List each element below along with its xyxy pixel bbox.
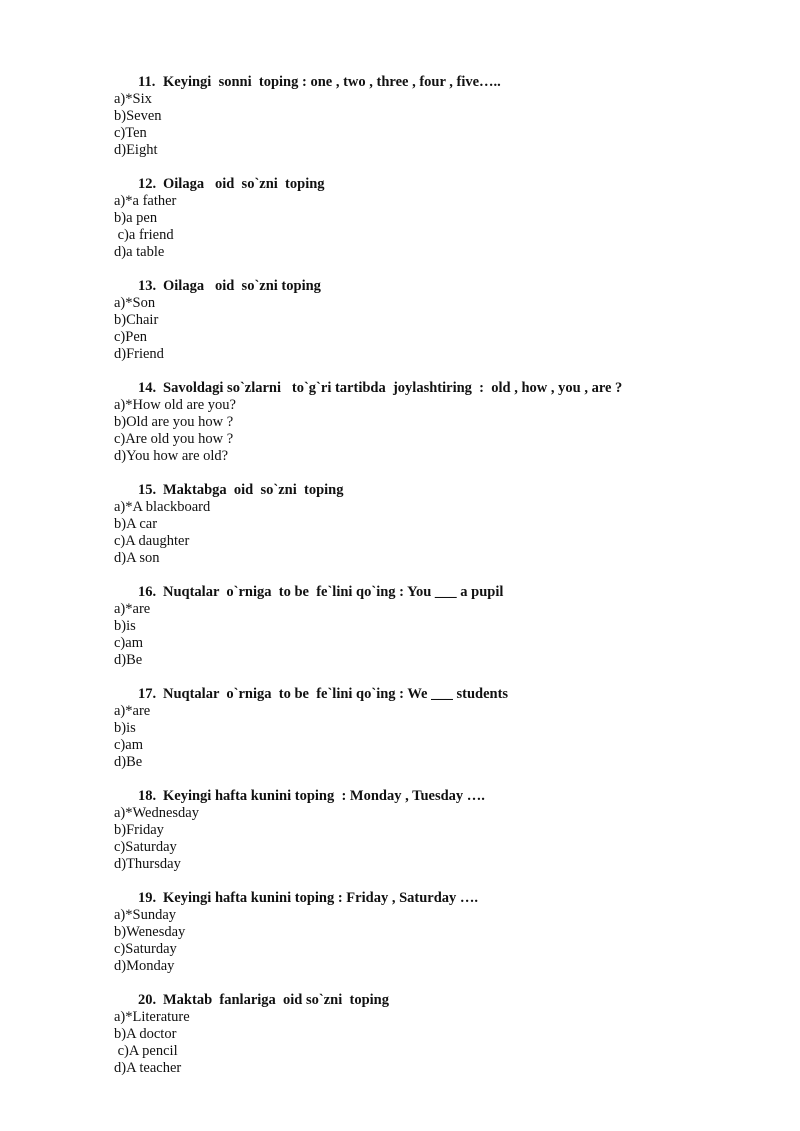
question-title xyxy=(114,788,754,805)
option-d: d)a table xyxy=(114,244,165,260)
question-number: 16. xyxy=(138,584,157,600)
question-title xyxy=(114,74,754,91)
option-c: c)Pen xyxy=(114,329,148,345)
question-title xyxy=(114,686,754,703)
question-number: 13. xyxy=(138,278,157,294)
question-number: 18. xyxy=(138,788,157,804)
option-a: a)*How old are you? xyxy=(114,397,236,413)
question-19 xyxy=(114,890,754,975)
option-d: d)A son xyxy=(114,550,160,566)
question-11 xyxy=(114,74,754,159)
question-title xyxy=(114,278,754,295)
option-d: d)A teacher xyxy=(114,1060,182,1076)
option-d: d)Eight xyxy=(114,142,158,158)
option-a: a)*are xyxy=(114,703,151,719)
question-number: 19. xyxy=(138,890,157,906)
question-text: Keyingi sonni toping : one , two , three , four , five….. xyxy=(163,74,501,90)
option-c: c)Saturday xyxy=(114,941,177,957)
question-number: 11. xyxy=(138,74,156,90)
option-b: b)Old are you how ? xyxy=(114,414,234,430)
question-title xyxy=(114,482,754,499)
question-20 xyxy=(114,992,754,1077)
option-b: b)A doctor xyxy=(114,1026,177,1042)
question-title xyxy=(114,380,754,397)
option-d: d)Thursday xyxy=(114,856,181,872)
option-d: d)Friend xyxy=(114,346,164,362)
option-b: b)Wenesday xyxy=(114,924,186,940)
question-text: Keyingi hafta kunini toping : Friday , Saturday …. xyxy=(163,890,479,906)
question-16 xyxy=(114,584,754,669)
option-a: a)*a father xyxy=(114,193,177,209)
question-text: Savoldagi so`zlarni to`g`ri tartibda joylashtiring : old , how , you , are ? xyxy=(163,380,623,396)
option-c: c)am xyxy=(114,737,143,753)
option-c: c)a friend xyxy=(114,227,174,243)
question-14 xyxy=(114,380,754,465)
question-15 xyxy=(114,482,754,567)
option-b: b)is xyxy=(114,720,136,736)
question-number: 12. xyxy=(138,176,157,192)
option-c: c)Are old you how ? xyxy=(114,431,234,447)
option-a: a)*Six xyxy=(114,91,152,107)
option-c: c)Ten xyxy=(114,125,147,141)
question-number: 14. xyxy=(138,380,157,396)
option-b: b)Chair xyxy=(114,312,159,328)
option-b: b)is xyxy=(114,618,136,634)
question-text: Nuqtalar o`rniga to be fe`lini qo`ing : We ___ students xyxy=(163,686,509,702)
option-a: a)*Sunday xyxy=(114,907,177,923)
option-a: a)*are xyxy=(114,601,151,617)
option-b: b)Seven xyxy=(114,108,162,124)
question-title xyxy=(114,584,754,601)
question-18 xyxy=(114,788,754,873)
question-title xyxy=(114,890,754,907)
option-a: a)*Wednesday xyxy=(114,805,199,821)
question-text: Nuqtalar o`rniga to be fe`lini qo`ing : You ___ a pupil xyxy=(163,584,504,600)
option-c: c)A pencil xyxy=(114,1043,178,1059)
question-number: 20. xyxy=(138,992,157,1008)
question-text: Oilaga oid so`zni toping xyxy=(163,176,325,192)
question-13 xyxy=(114,278,754,363)
question-number: 17. xyxy=(138,686,157,702)
option-a: a)*A blackboard xyxy=(114,499,211,515)
question-title xyxy=(114,176,754,193)
option-c: c)Saturday xyxy=(114,839,177,855)
question-text: Oilaga oid so`zni toping xyxy=(163,278,321,294)
option-d: d)Monday xyxy=(114,958,175,974)
option-c: c)A daughter xyxy=(114,533,190,549)
question-title xyxy=(114,992,754,1009)
option-c: c)am xyxy=(114,635,143,651)
option-b: b)a pen xyxy=(114,210,158,226)
question-number: 15. xyxy=(138,482,157,498)
option-a: a)*Literature xyxy=(114,1009,190,1025)
option-d: d)Be xyxy=(114,652,143,668)
question-text: Maktab fanlariga oid so`zni toping xyxy=(163,992,389,1008)
question-text: Keyingi hafta kunini toping : Monday , Tuesday …. xyxy=(163,788,485,804)
option-a: a)*Son xyxy=(114,295,156,311)
option-b: b)A car xyxy=(114,516,158,532)
question-12 xyxy=(114,176,754,261)
question-text: Maktabga oid so`zni toping xyxy=(163,482,344,498)
option-d: d)Be xyxy=(114,754,143,770)
question-17 xyxy=(114,686,754,771)
option-b: b)Friday xyxy=(114,822,164,838)
option-d: d)You how are old? xyxy=(114,448,229,464)
